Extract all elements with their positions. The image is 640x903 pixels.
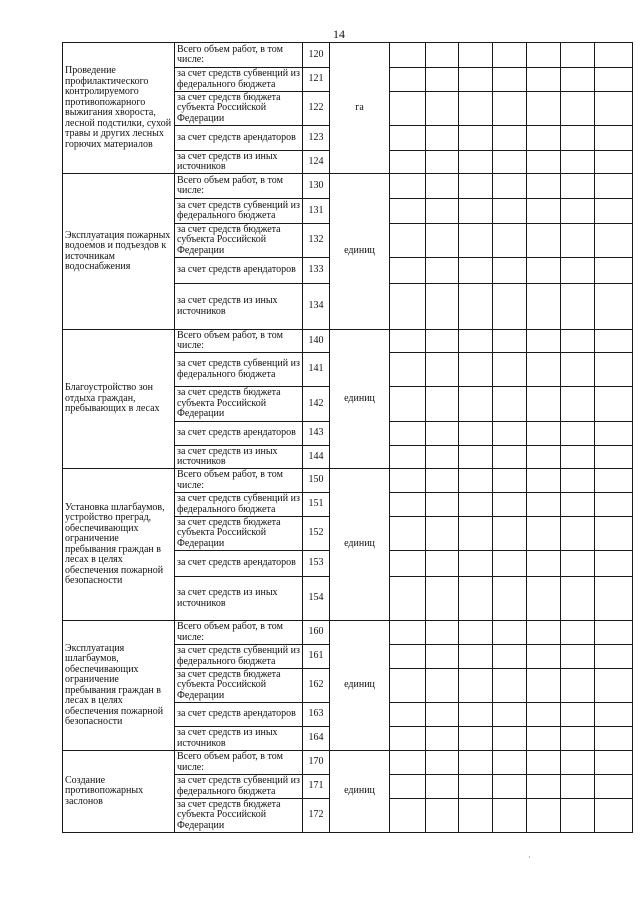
row-label-other: за счет средств из иных источников — [175, 446, 303, 469]
unit-cell: единиц — [330, 330, 390, 469]
row-code: 141 — [303, 353, 330, 387]
row-code: 140 — [303, 330, 330, 353]
row-label-tenants: за счет средств арендаторов — [175, 258, 303, 284]
row-label-tenants: за счет средств арендаторов — [175, 126, 303, 151]
row-label-regional: за счет средств бюджета субъекта Российской Федерации — [175, 92, 303, 126]
unit-cell: единиц — [330, 621, 390, 751]
section-name: Проведение профилактического контролируемого противопожарного выжигания хвороста, лесной подстилки, сухой травы и других лесных горючих материалов — [63, 43, 175, 174]
row-label-total: Всего объем работ, в том числе: — [175, 751, 303, 775]
row-code: 160 — [303, 621, 330, 645]
unit-cell: единиц — [330, 469, 390, 621]
row-label-federal: за счет средств субвенций из федерального бюджета — [175, 493, 303, 517]
row-label-total: Всего объем работ, в том числе: — [175, 621, 303, 645]
row-label-tenants: за счет средств арендаторов — [175, 422, 303, 446]
section-name: Эксплуатация пожарных водоемов и подъездов к источникам водоснабжения — [63, 174, 175, 330]
row-label-federal: за счет средств субвенций из федерального бюджета — [175, 645, 303, 669]
row-code: 134 — [303, 284, 330, 330]
table-row — [63, 469, 633, 493]
row-label-regional: за счет средств бюджета субъекта Российской Федерации — [175, 799, 303, 833]
row-label-tenants: за счет средств арендаторов — [175, 703, 303, 727]
row-label-federal: за счет средств субвенций из федерального бюджета — [175, 353, 303, 387]
row-code: 151 — [303, 493, 330, 517]
row-label-regional: за счет средств бюджета субъекта Российской Федерации — [175, 517, 303, 551]
row-code: 132 — [303, 224, 330, 258]
row-label-regional: за счет средств бюджета субъекта Российской Федерации — [175, 387, 303, 422]
table-row — [63, 621, 633, 645]
table-row — [63, 174, 633, 199]
row-code: 120 — [303, 43, 330, 68]
row-label-tenants: за счет средств арендаторов — [175, 551, 303, 577]
section-name: Установка шлагбаумов, устройство преград, обеспечивающих ограничение пребывания граждан в лесах в целях обеспечения пожарной безопасности — [63, 469, 175, 621]
row-code: 123 — [303, 126, 330, 151]
row-code: 171 — [303, 775, 330, 799]
row-code: 133 — [303, 258, 330, 284]
fire-safety-work-table — [62, 42, 633, 833]
unit-cell: единиц — [330, 751, 390, 833]
row-label-other: за счет средств из иных источников — [175, 284, 303, 330]
row-label-other: за счет средств из иных источников — [175, 577, 303, 621]
row-code: 144 — [303, 446, 330, 469]
row-code: 150 — [303, 469, 330, 493]
table-row — [63, 751, 633, 775]
unit-cell: га — [330, 43, 390, 174]
scan-speck: · — [528, 853, 531, 862]
row-code: 161 — [303, 645, 330, 669]
row-code: 152 — [303, 517, 330, 551]
row-label-total: Всего объем работ, в том числе: — [175, 174, 303, 199]
row-code: 130 — [303, 174, 330, 199]
table-row — [63, 330, 633, 353]
row-code: 142 — [303, 387, 330, 422]
section-name: Эксплуатация шлагбаумов, обеспечивающих ограничение пребывания граждан в лесах в целях обеспечения пожарной безопасности — [63, 621, 175, 751]
row-label-federal: за счет средств субвенций из федерального бюджета — [175, 775, 303, 799]
row-code: 162 — [303, 669, 330, 703]
row-code: 122 — [303, 92, 330, 126]
row-code: 121 — [303, 68, 330, 92]
row-code: 172 — [303, 799, 330, 833]
row-label-regional: за счет средств бюджета субъекта Российской Федерации — [175, 669, 303, 703]
row-code: 153 — [303, 551, 330, 577]
row-code: 163 — [303, 703, 330, 727]
row-code: 164 — [303, 727, 330, 751]
row-code: 170 — [303, 751, 330, 775]
row-label-federal: за счет средств субвенций из федерального бюджета — [175, 199, 303, 224]
row-label-total: Всего объем работ, в том числе: — [175, 43, 303, 68]
row-label-other: за счет средств из иных источников — [175, 151, 303, 174]
row-code: 124 — [303, 151, 330, 174]
section-name: Благоустройство зон отдыха граждан, пребывающих в лесах — [63, 330, 175, 469]
row-label-total: Всего объем работ, в том числе: — [175, 469, 303, 493]
row-label-other: за счет средств из иных источников — [175, 727, 303, 751]
row-label-total: Всего объем работ, в том числе: — [175, 330, 303, 353]
row-code: 154 — [303, 577, 330, 621]
row-code: 131 — [303, 199, 330, 224]
unit-cell: единиц — [330, 174, 390, 330]
page-number: 14 — [333, 27, 345, 41]
row-label-federal: за счет средств субвенций из федерального бюджета — [175, 68, 303, 92]
row-code: 143 — [303, 422, 330, 446]
row-label-regional: за счет средств бюджета субъекта Российской Федерации — [175, 224, 303, 258]
section-name: Создание противопожарных заслонов — [63, 751, 175, 833]
table-row — [63, 43, 633, 68]
